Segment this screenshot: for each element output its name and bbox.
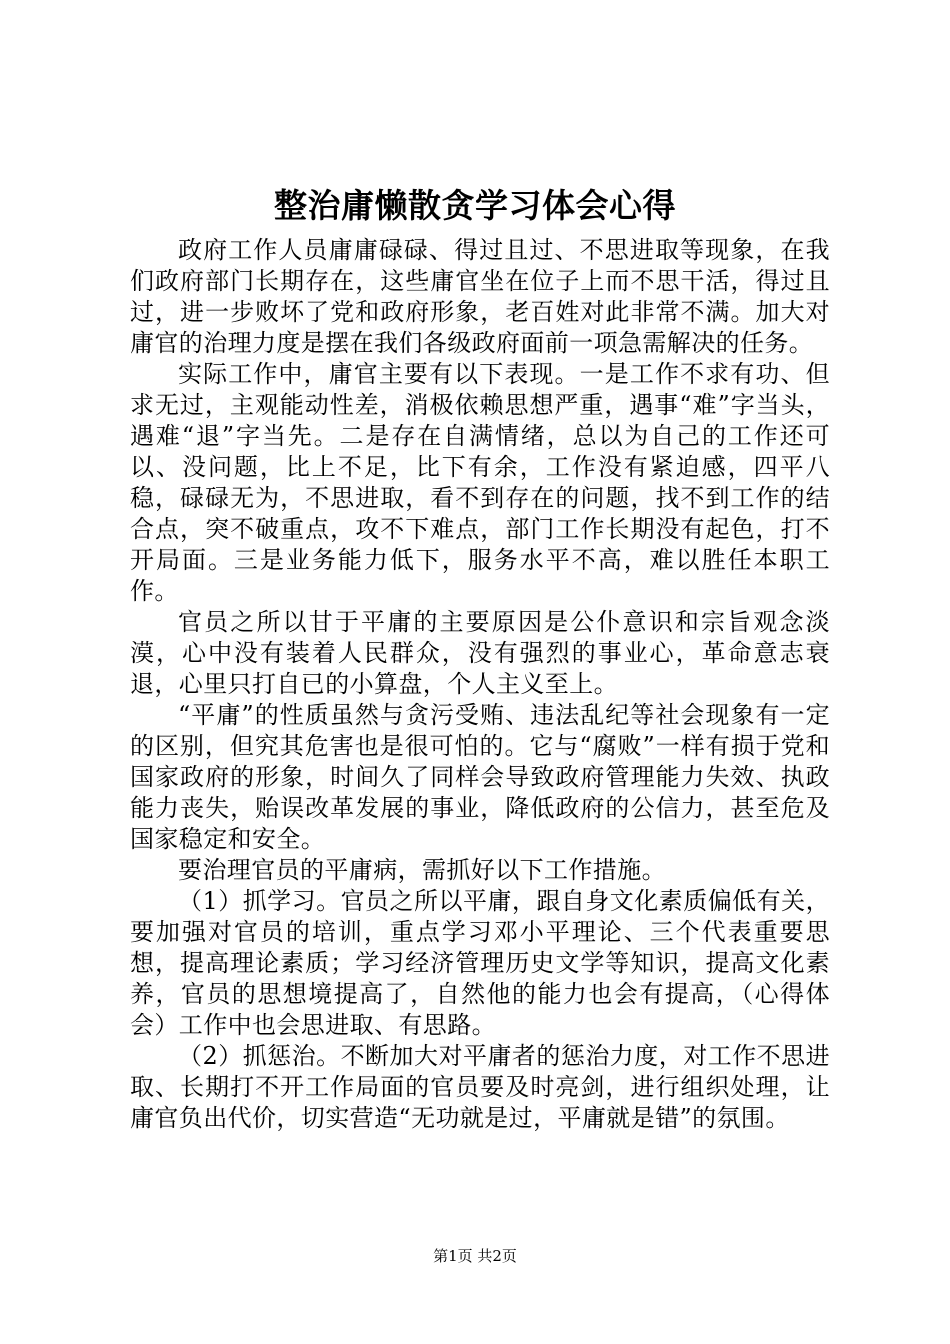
paragraph-6: （1）抓学习。官员之所以平庸，跟自身文化素质偏低有关，要加强对官员的培训，重点学习邓小平理论、三个代表重要思想，提高理论素质；学习经济管理历史文学等知识，提高文化素养，官员的思想境提高了，自然他的能力也会有提高，（心得体会）工作中也会思进取、有思路。 — [130, 887, 830, 1039]
paragraph-2: 实际工作中，庸官主要有以下表现。一是工作不求有功、但求无过，主观能动性差，消极依赖思想严重，遇事“难”字当头，遇难“退”字当先。二是存在自满情绪，总以为自己的工作还可以、没问题，比上不足，比下有余，工作没有紧迫感，四平八稳，碌碌无为，不思进取，看不到存在的问题，找不到工作的结合点，突不破重点，攻不下难点，部门工作长期没有起色，打不开局面。三是业务能力低下，服务水平不高，难以胜任本职工作。 — [130, 360, 830, 605]
document-title: 整治庸懒散贪学习体会心得 — [274, 186, 676, 225]
paragraph-3: 官员之所以甘于平庸的主要原因是公仆意识和宗旨观念淡漠，心中没有装着人民群众，没有强烈的事业心，革命意志衰退，心里只打自已的小算盘，个人主义至上。 — [130, 608, 830, 698]
paragraph-7: （2）抓惩治。不断加大对平庸者的惩治力度，对工作不思进取、长期打不开工作局面的官员要及时亮剑，进行组织处理，让庸官负出代价，切实营造“无功就是过，平庸就是错”的氛围。 — [130, 1042, 830, 1132]
document-body — [130, 235, 830, 1134]
paragraph-1: 政府工作人员庸庸碌碌、得过且过、不思进取等现象，在我们政府部门长期存在，这些庸官坐在位子上而不思干活，得过且过，进一步败坏了党和政府形象，老百姓对此非常不满。加大对庸官的治理力度是摆在我们各级政府面前一项急需解决的任务。 — [130, 236, 830, 357]
paragraph-5: 要治理官员的平庸病，需抓好以下工作措施。 — [178, 856, 666, 884]
page-footer: 第1页 共2页 — [433, 1247, 517, 1265]
paragraph-4: “平庸”的性质虽然与贪污受贿、违法乱纪等社会现象有一定的区别，但究其危害也是很可怕的。它与“腐败”一样有损于党和国家政府的形象，时间久了同样会导致政府管理能力失效、执政能力丧失，贻误改革发展的事业，降低政府的公信力，甚至危及国家稳定和安全。 — [130, 701, 830, 853]
